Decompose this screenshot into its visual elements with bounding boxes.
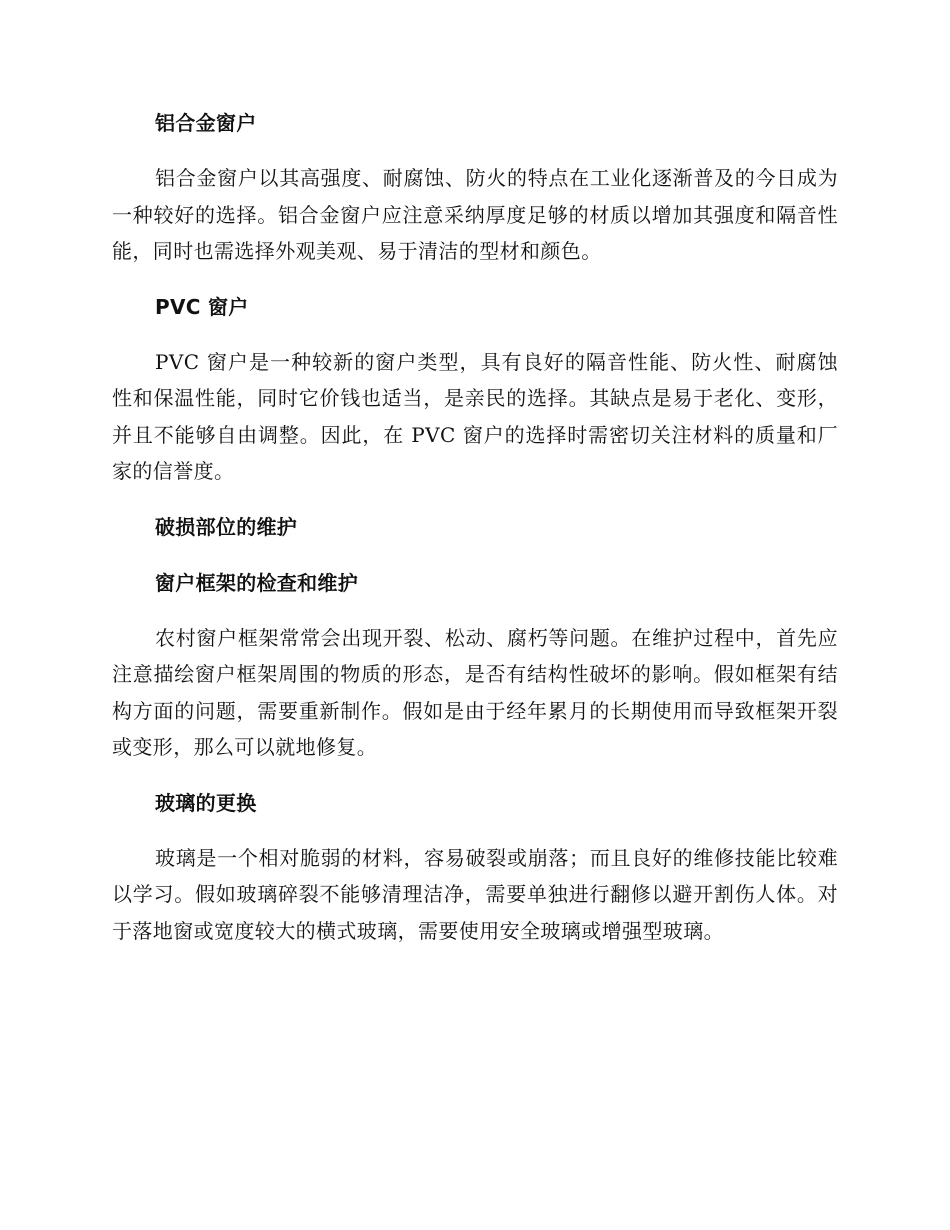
heading-pvc-windows: PVC 窗户 xyxy=(155,294,249,319)
document-page xyxy=(112,104,838,949)
heading-aluminum-windows: 铝合金窗户 xyxy=(155,111,257,135)
heading-frame-inspection: 窗户框架的检查和维护 xyxy=(155,570,358,595)
heading-damaged-parts-maintenance: 破损部位的维护 xyxy=(155,514,298,539)
paragraph-pvc-windows: PVC 窗户是一种较新的窗户类型，具有良好的隔音性能、防火性、耐腐蚀性和保温性能，同时它价钱也适当，是亲民的选择。其缺点是易于老化、变形，并且不能够自由调整。因此，在 PVC 窗户的选择时需密切关注材料的质量和厂家的信誉度。 xyxy=(112,349,838,483)
paragraph-glass-replacement: 玻璃是一个相对脆弱的材料，容易破裂或崩落；而且良好的维修技能比较难以学习。假如玻璃碎裂不能够清理洁净，需要单独进行翻修以避开割伤人体。对于落地窗或宽度较大的横式玻璃，需要使用安全玻璃或增强型玻璃。 xyxy=(112,845,838,943)
heading-glass-replacement: 玻璃的更换 xyxy=(155,790,257,815)
paragraph-aluminum-windows: 铝合金窗户以其高强度、耐腐蚀、防火的特点在工业化逐渐普及的今日成为一种较好的选择。铝合金窗户应注意采纳厚度足够的材质以增加其强度和隔音性能，同时也需选择外观美观、易于清洁的型材和颜色。 xyxy=(112,166,838,263)
paragraph-frame-inspection: 农村窗户框架常常会出现开裂、松动、腐朽等问题。在维护过程中，首先应注意描绘窗户框架周围的物质的形态，是否有结构性破坏的影响。假如框架有结构方面的问题，需要重新制作。假如是由于经年累月的长期使用而导致框架开裂或变形，那么可以就地修复。 xyxy=(112,625,838,759)
